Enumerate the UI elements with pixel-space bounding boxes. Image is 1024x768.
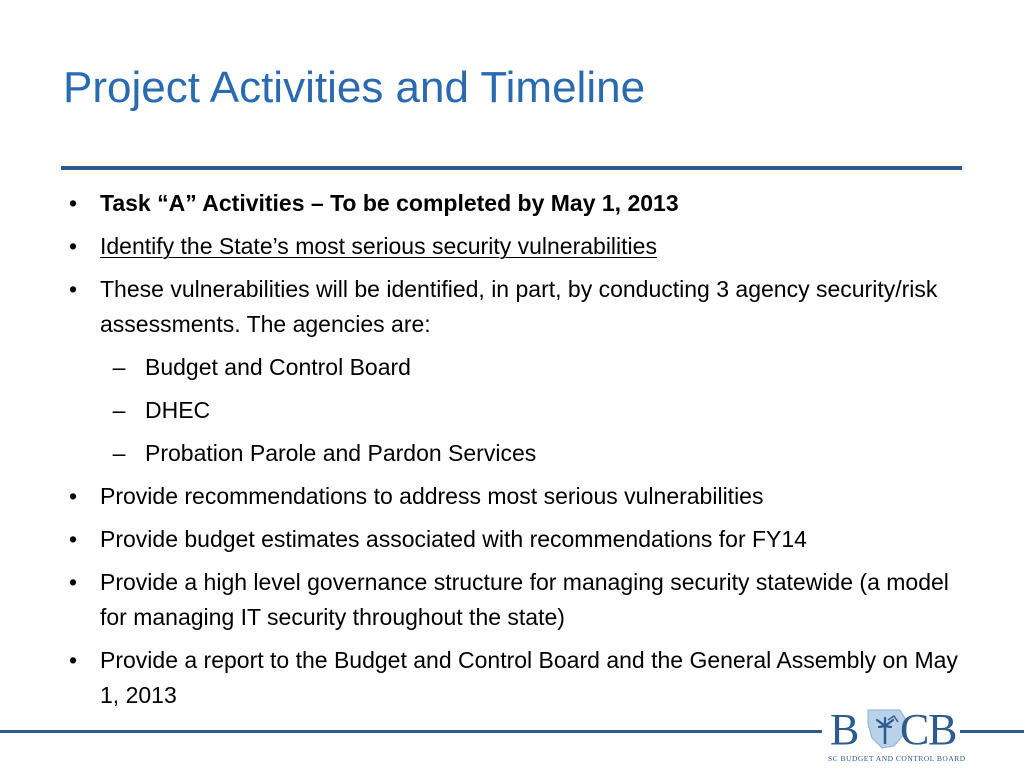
bullet-text: Provide budget estimates associated with recommendations for FY14 bbox=[100, 526, 807, 552]
sub-bullet-text: Probation Parole and Pardon Services bbox=[145, 440, 537, 466]
footer-rule-right bbox=[960, 730, 1024, 733]
footer-rule-left bbox=[0, 730, 822, 733]
bcb-logo-mark bbox=[828, 700, 960, 752]
logo-letter-b2: B bbox=[928, 705, 958, 752]
bullet-text: Provide a report to the Budget and Control Board and the General Assembly on May 1, 2013 bbox=[100, 647, 958, 708]
bullet-marker: • bbox=[68, 526, 78, 552]
bullet-marker: • bbox=[68, 190, 78, 216]
bullet-item-budget-estimates bbox=[63, 522, 963, 557]
sub-bullet-text: Budget and Control Board bbox=[145, 354, 411, 380]
bullet-text: Provide a high level governance structure for managing security statewide (a model for managing IT security throughout the state) bbox=[100, 569, 949, 630]
bullet-item-governance bbox=[63, 565, 963, 635]
logo-letter-b: B bbox=[830, 705, 860, 752]
bullet-marker: • bbox=[68, 233, 78, 259]
bullet-marker: • bbox=[68, 483, 78, 509]
bullet-list bbox=[63, 186, 963, 721]
title-divider bbox=[61, 166, 962, 170]
bullet-marker: • bbox=[68, 647, 78, 673]
sub-bullet-marker: – bbox=[112, 397, 126, 423]
bullet-item-recommendations bbox=[63, 479, 963, 514]
bullet-text: These vulnerabilities will be identified, in part, by conducting 3 agency security/risk assessments. The agencies are: bbox=[100, 276, 938, 337]
logo-letter-c: C bbox=[900, 705, 930, 752]
logo-caption: SC BUDGET AND CONTROL BOARD bbox=[828, 754, 966, 763]
sub-bullet-marker: – bbox=[112, 440, 126, 466]
slide-title: Project Activities and Timeline bbox=[63, 63, 646, 112]
sub-bullet-item-budget-board bbox=[63, 350, 963, 385]
bullet-item-assessments bbox=[63, 272, 963, 342]
bullet-text: Provide recommendations to address most serious vulnerabilities bbox=[100, 483, 764, 509]
bullet-text: Task “A” Activities – To be completed by May 1, 2013 bbox=[100, 190, 679, 216]
bullet-text: Identify the State’s most serious security vulnerabilities bbox=[100, 233, 657, 259]
sub-bullet-marker: – bbox=[112, 354, 126, 380]
sub-bullet-text: DHEC bbox=[145, 397, 211, 423]
bullet-item-task-a bbox=[63, 186, 963, 221]
bullet-item-identify bbox=[63, 229, 963, 264]
bullet-marker: • bbox=[68, 569, 78, 595]
sub-bullet-item-dhec bbox=[63, 393, 963, 428]
bcb-logo bbox=[828, 700, 966, 768]
bullet-marker: • bbox=[68, 276, 78, 302]
sub-bullet-item-probation bbox=[63, 436, 963, 471]
